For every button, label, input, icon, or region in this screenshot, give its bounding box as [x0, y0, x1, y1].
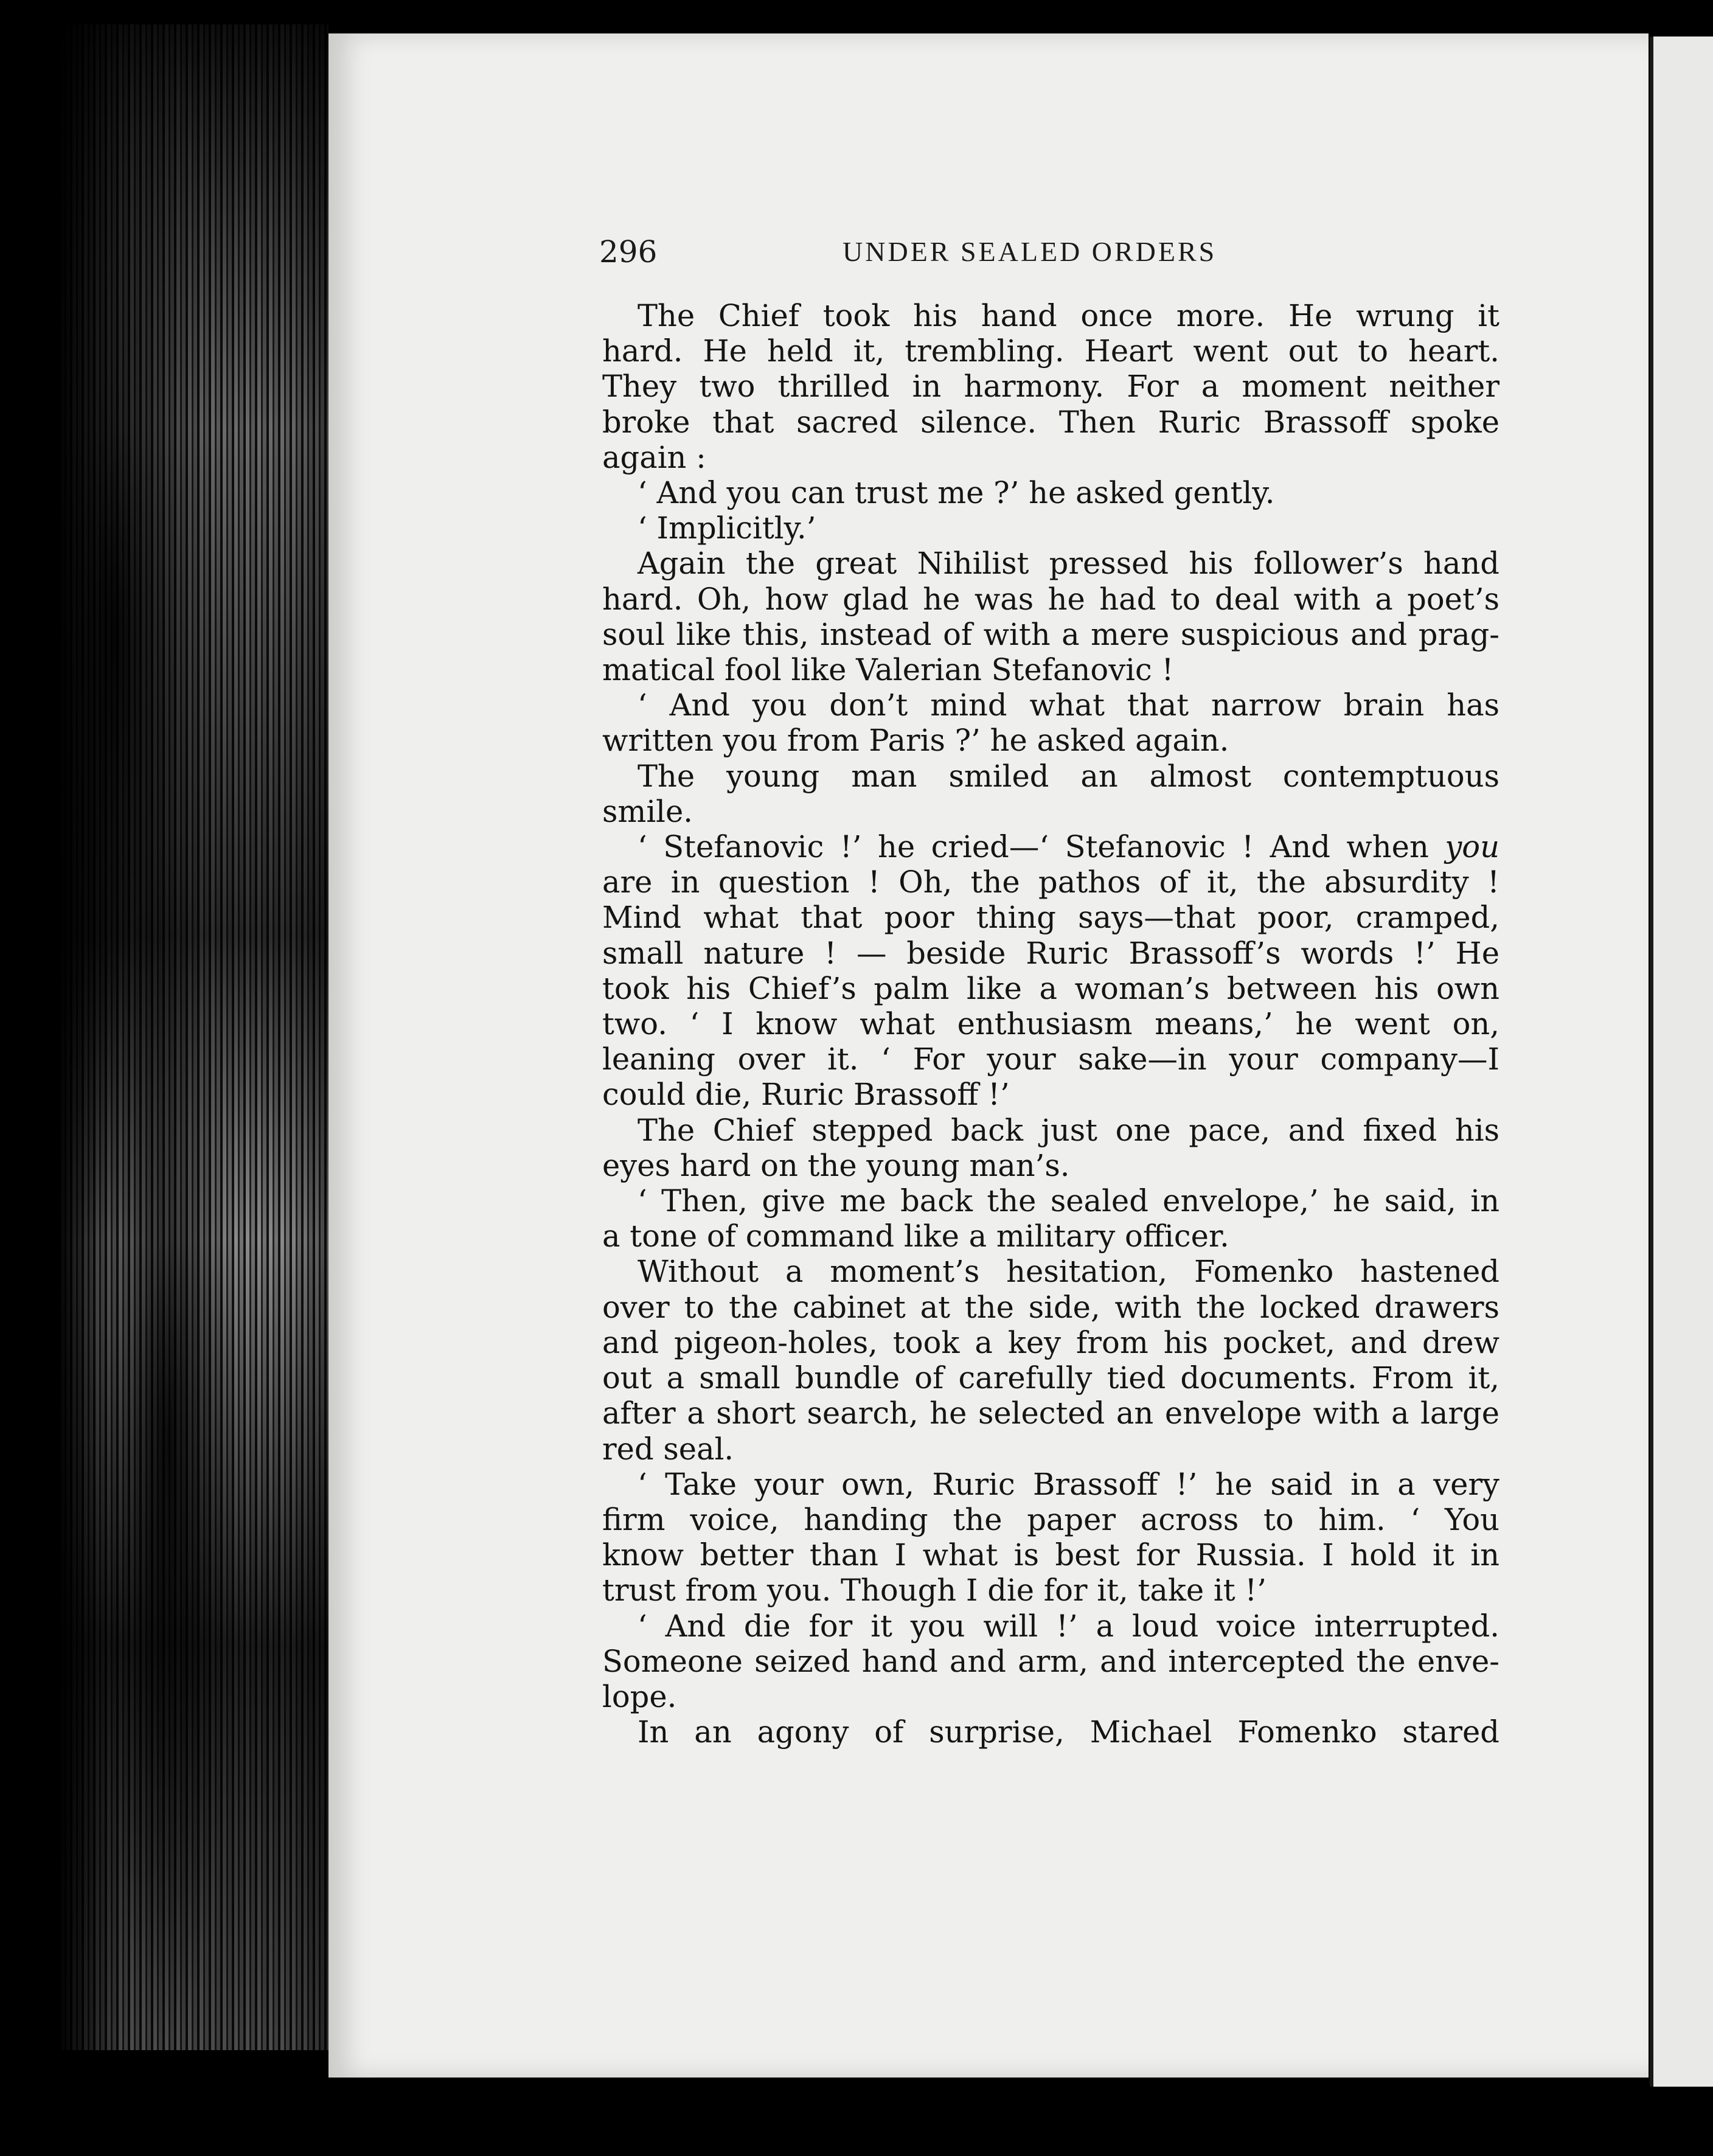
text-line: leaning over it. ‘ For your sake—in your company—I [602, 1041, 1499, 1077]
text-line: written you from Paris ?’ he asked again. [602, 723, 1229, 759]
text-line: know better than I what is best for Russia. I hold it in [602, 1537, 1499, 1573]
paragraph [602, 298, 1499, 475]
paragraph [602, 829, 1499, 1113]
text-line: ‘ Take your own, Ruric Brassoff !’ he said in a very [638, 1466, 1499, 1502]
text-line: The Chief stepped back just one pace, and fixed his [638, 1112, 1499, 1148]
paragraph [602, 759, 1499, 829]
text-line: again : [602, 439, 706, 475]
text-line: a tone of command like a military officer. [602, 1219, 1229, 1254]
text-line: trust from you. Though I die for it, take it !’ [602, 1573, 1267, 1608]
text-line: ‘ Stefanovic !’ he cried—‘ Stefanovic ! And when you [638, 829, 1499, 865]
text-line: The Chief took his hand once more. He wrung it [638, 298, 1499, 333]
text-line: ‘ Then, give me back the sealed envelope,’ he said, in [638, 1183, 1499, 1219]
running-head [599, 234, 1274, 277]
book-fore-edge [61, 24, 328, 2050]
paragraph [602, 546, 1499, 687]
facing-page-edge [1650, 37, 1713, 2087]
page-number: 296 [599, 234, 658, 270]
paragraph [602, 687, 1499, 758]
paragraph [602, 1467, 1499, 1608]
paragraph [602, 1183, 1499, 1254]
text-line: Someone seized hand and arm, and intercepted the enve- [602, 1643, 1499, 1679]
text-line: red seal. [602, 1431, 734, 1467]
text-line: out a small bundle of carefully tied documents. From it, [602, 1360, 1499, 1396]
paragraph [602, 1714, 1499, 1750]
text-line: over to the cabinet at the side, with the locked drawers [602, 1289, 1499, 1325]
text-line: hard. Oh, how glad he was he had to deal with a poet’s [602, 581, 1499, 617]
text-line: and pigeon-holes, took a key from his pocket, and drew [602, 1324, 1499, 1360]
text-line: Again the great Nihilist pressed his follower’s hand [638, 546, 1499, 582]
paragraph [602, 1608, 1499, 1715]
text-line: small nature ! — beside Ruric Brassoff’s words !’ He [602, 935, 1499, 971]
text-line: ‘ And you don’t mind what that narrow brain has [638, 687, 1499, 723]
text-line: took his Chief’s palm like a woman’s between his own [602, 970, 1499, 1006]
text-line: broke that sacred silence. Then Ruric Brassoff spoke [602, 404, 1499, 440]
text-line: smile. [602, 793, 693, 829]
text-line: ‘ Implicitly.’ [638, 510, 816, 546]
text-line: eyes hard on the young man’s. [602, 1147, 1070, 1183]
text-line: matical fool like Valerian Stefanovic ! [602, 652, 1174, 688]
text-line: soul like this, instead of with a mere suspicious and prag- [602, 616, 1499, 652]
running-title: UNDER SEALED ORDERS [843, 236, 1217, 267]
paragraph [602, 1113, 1499, 1183]
paragraph [602, 510, 1499, 546]
text-line: after a short search, he selected an envelope with a large [602, 1396, 1499, 1431]
text-line: They two thrilled in harmony. For a moment neither [602, 369, 1499, 405]
body-text [602, 298, 1499, 1750]
text-line: Mind what that poor thing says—that poor, cramped, [602, 900, 1499, 936]
text-line: are in question ! Oh, the pathos of it, the absurdity ! [602, 864, 1499, 900]
text-line: ‘ And you can trust me ?’ he asked gently. [638, 475, 1275, 511]
text-line: Without a moment’s hesitation, Fomenko hastened [638, 1254, 1499, 1290]
text-line: hard. He held it, trembling. Heart went out to heart. [602, 333, 1499, 369]
text-line: firm voice, handing the paper across to him. ‘ You [602, 1501, 1499, 1537]
text-line: The young man smiled an almost contemptuous [638, 758, 1499, 794]
text-line: In an agony of surprise, Michael Fomenko stared [638, 1714, 1499, 1750]
text-line: two. ‘ I know what enthusiasm means,’ he went on, [602, 1006, 1499, 1042]
paragraph [602, 475, 1499, 510]
paragraph [602, 1254, 1499, 1466]
text-line: could die, Ruric Brassoff !’ [602, 1077, 1010, 1113]
emphasis: you [1445, 829, 1499, 865]
text-line: ‘ And die for it you will !’ a loud voice interrupted. [638, 1608, 1499, 1644]
text-line: lope. [602, 1678, 677, 1714]
